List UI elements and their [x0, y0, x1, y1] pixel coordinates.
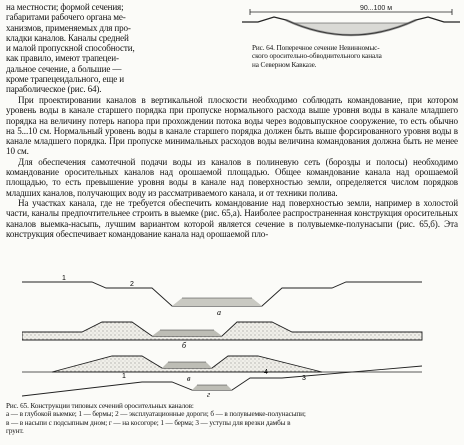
text-line: на местности; формой сечения; — [6, 2, 124, 12]
caption-line: Рис. 65. Конструкции типовых сечений оросительных каналов: — [6, 402, 194, 410]
fig-letter: б — [182, 341, 187, 350]
main-text — [6, 95, 458, 239]
section-v-embankment — [22, 356, 422, 383]
caption-line: на Северном Кавказе. — [252, 60, 317, 69]
section-a-cut — [22, 275, 422, 317]
label-num: 4 — [264, 369, 268, 376]
caption-line: ского оросительно-обводнительного канала — [252, 52, 382, 61]
fig64-caption — [252, 44, 462, 69]
fig64-dimension-label: 90...100 м — [360, 5, 393, 12]
fig-letter: а — [217, 308, 221, 317]
caption-line: Рис. 64. Поперечное сечение Невинномыс- — [252, 44, 380, 52]
text-line: как правило, имеют трапецеи- — [6, 53, 119, 64]
fig-letter: г — [207, 390, 211, 398]
text-line: дальное сечение, а большие — — [6, 63, 122, 74]
text-line: ханизмов, применяемых для про- — [6, 22, 131, 33]
label-num: 3 — [302, 375, 306, 382]
label-num: 1 — [62, 275, 66, 282]
caption-line: а — в глубокой выемке; 1 — бермы; 2 — эксплуатационные дороги; б — в полувыемке-полунасыпи; — [6, 410, 306, 419]
text-line: и малой пропускной способности, — [6, 43, 135, 54]
paragraph: Для обеспечения самотечной подачи воды из каналов в полиневую сеть (борозды и полосы) необходимо командование оросительных каналов над орошаемой площадью. Общее командование канала над орошаемой площадью, то есть превышение уровня воды в канале над поверхностью земли, определяется числом порядков младших каналов, получающих воду из рассматриваемого канала, и от техники полива. — [6, 156, 458, 198]
caption-line: в — в насыпи с подсыпным дном; г — на косогоре; 1 — берма; 3 — уступы для врезки дамбы в — [6, 418, 291, 427]
paragraph: На участках канала, где не требуется обеспечить командование над поверхностью земли, например в холостой части, каналы предпочтительнее строить в выемке (рис. 65,а). Наиболее распространенная конструкция оросительных каналов выемка-насыпь, лучшим вариантом которой является сечение в полувыемке-полунасыпи (рис. 65,б). Эта конструкция обеспечивает командование канала над орошаемой пло- — [6, 197, 458, 239]
text-line: параболическое (рис. 64). — [6, 84, 102, 95]
fig65-caption — [6, 402, 460, 436]
figure-65-canal-sections — [22, 270, 432, 398]
text-line: кладки каналов. Каналы средней — [6, 32, 129, 43]
label-num: 2 — [130, 281, 134, 288]
label-num: 1 — [122, 373, 126, 380]
text-line: габаритами рабочего органа ме- — [6, 12, 126, 23]
text-line: кроме трапецеидального, еще и — [6, 74, 124, 85]
section-b-half-cut — [22, 322, 422, 350]
paragraph: При проектировании каналов в вертикальной плоскости необходимо соблюдать командование, при котором уровень воды в канале старшего порядка при пропуске нормального расхода выше уровня воды в канале младшего порядка на величину потерь напора при прохождении потока воды через водовыпускное сооружение, то есть обычно на 5...10 см. Нормальный уровень воды в канале старшего порядка должен быть выше форсированного уровня воды в канале младшего порядка. При пропуске минимальных расходов воды величина командования должна быть не менее 10 см. — [6, 95, 458, 157]
figure-64-canal-section — [240, 2, 462, 44]
left-column-text — [6, 2, 238, 95]
fig-letter: в — [187, 374, 191, 383]
caption-line: грунт. — [6, 427, 24, 436]
